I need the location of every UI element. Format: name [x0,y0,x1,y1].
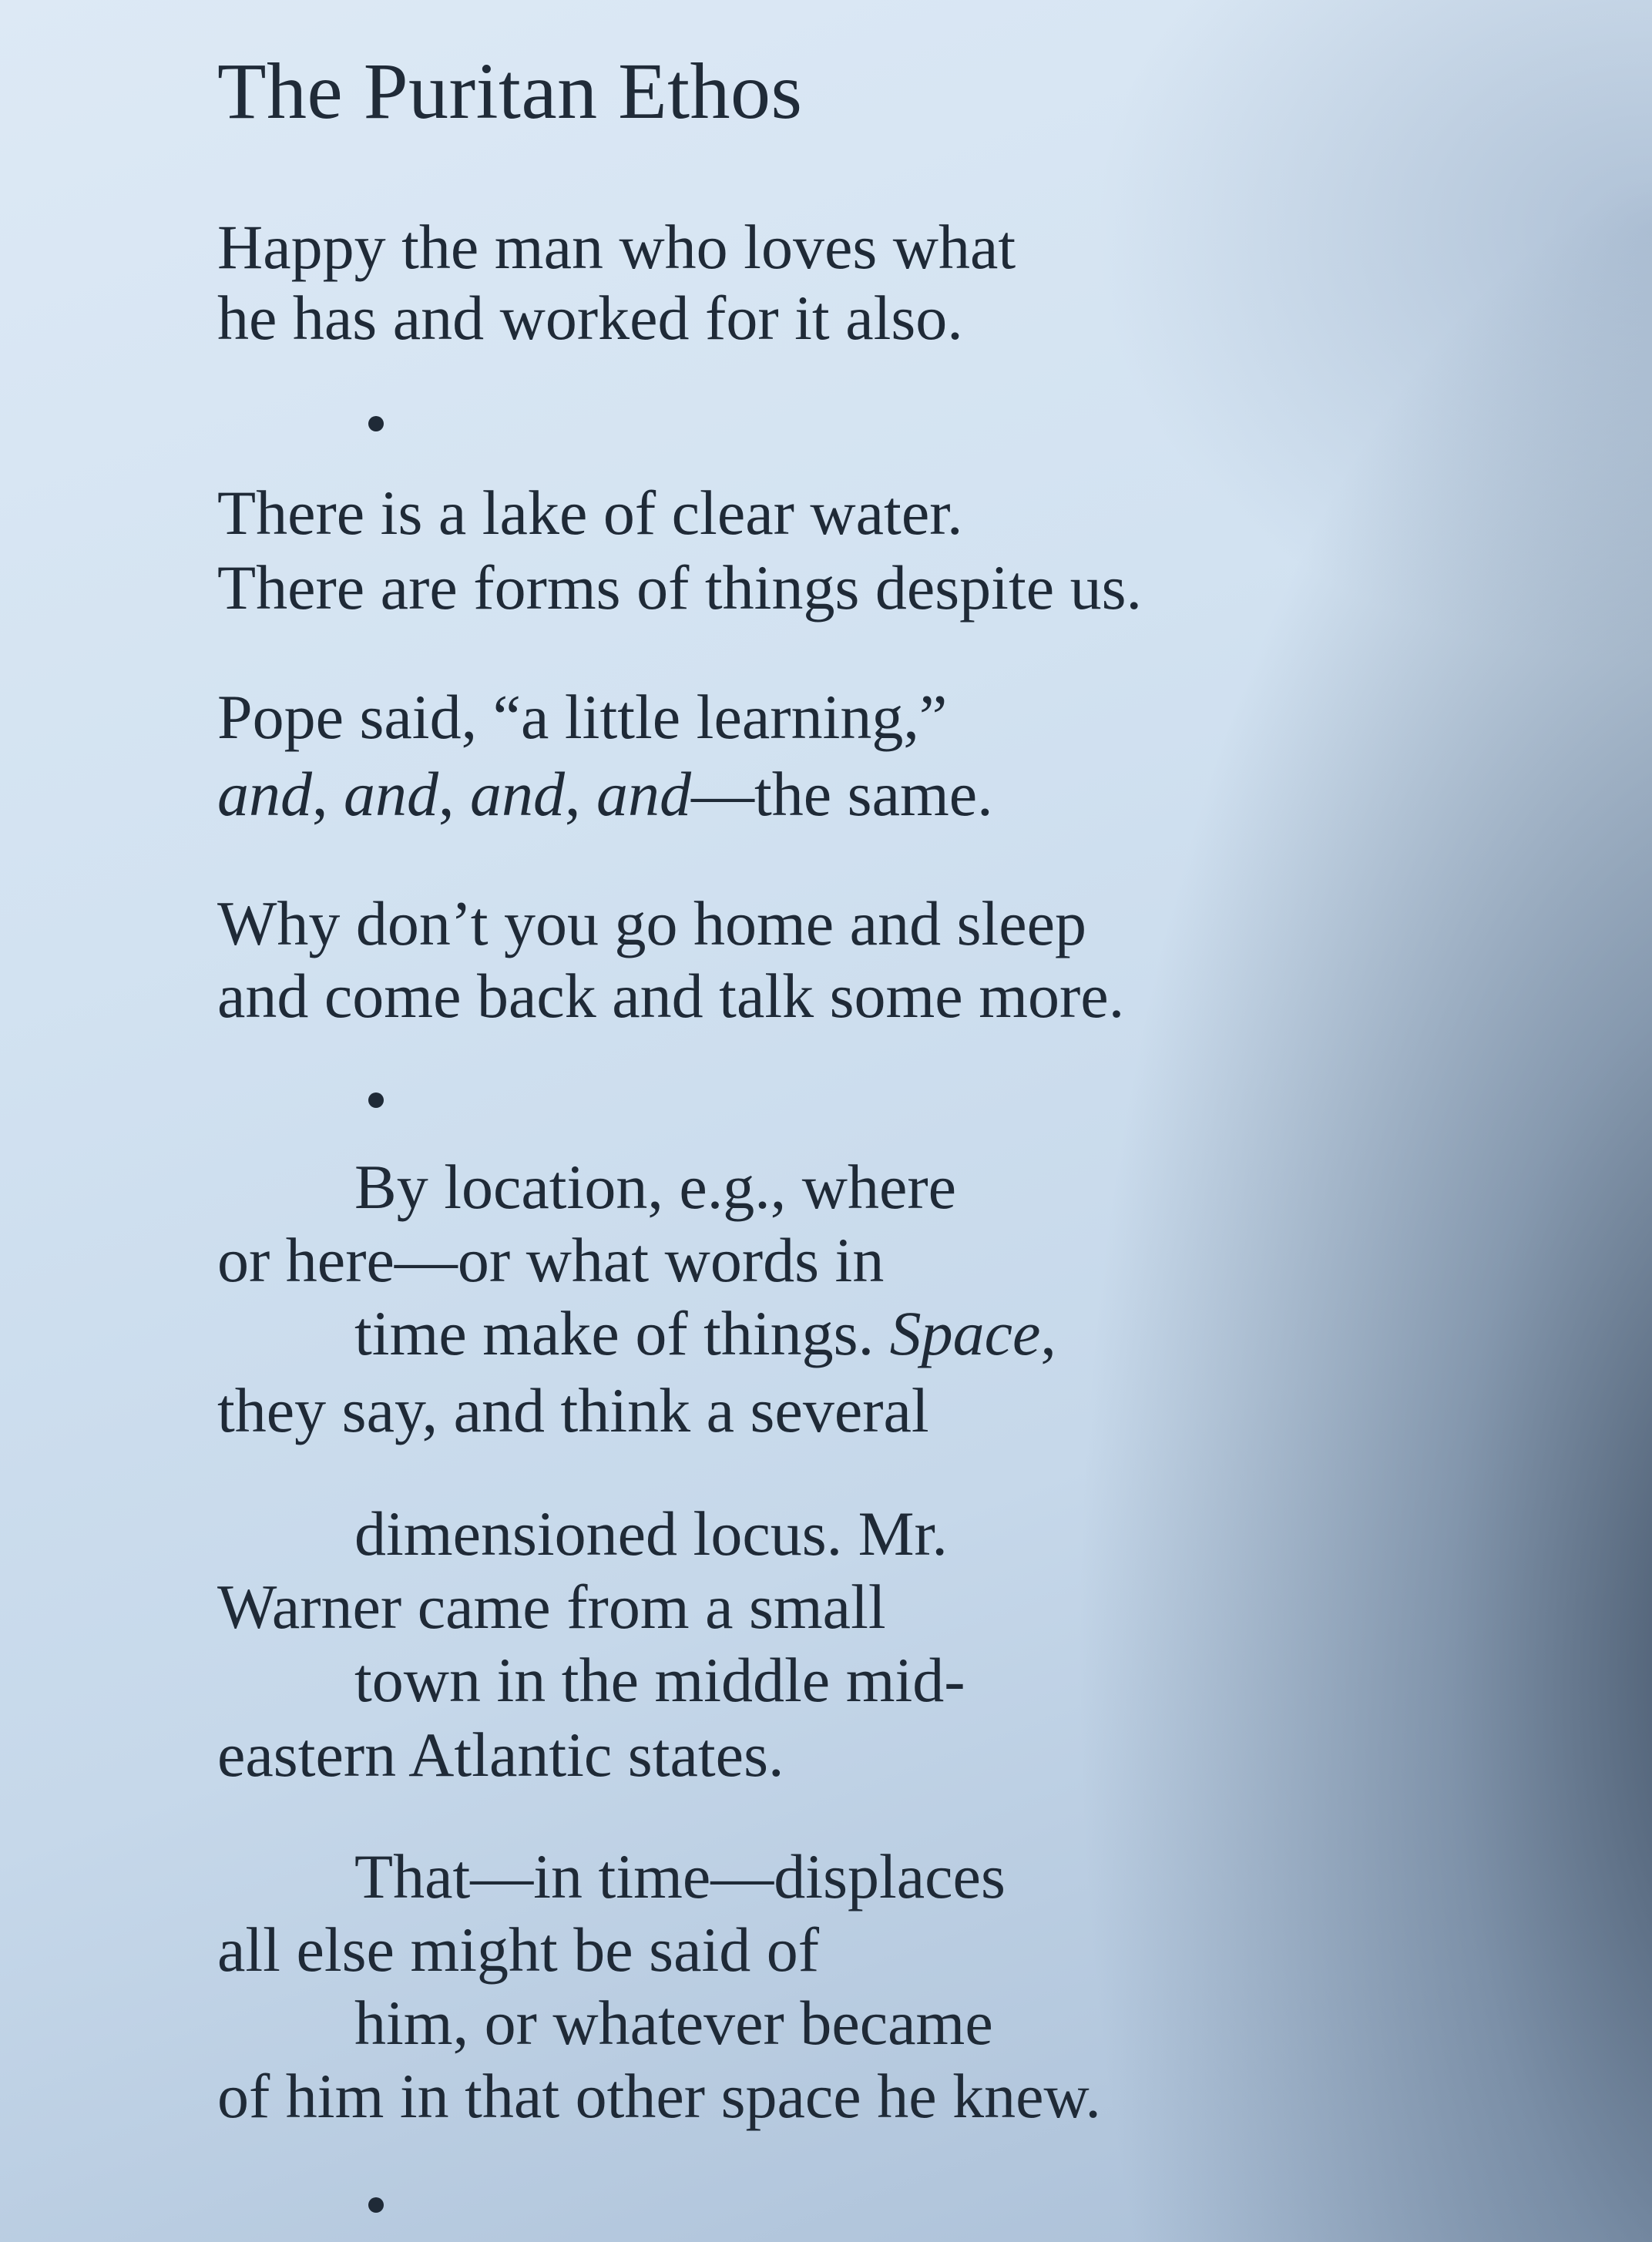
poem-line [354,1298,1056,1368]
poem-line: all else might be said of [217,1915,820,1985]
poem-line: There is a lake of clear water. [217,478,963,548]
poem-title: The Puritan Ethos [217,47,803,136]
italic-word: Space [889,1298,1041,1368]
poem-line: and come back and talk some more. [217,961,1125,1031]
italic-word: and [344,759,438,829]
poem-line: they say, and think a several [217,1375,929,1445]
poem-line: he has and worked for it also. [217,283,963,353]
poem-line: By location, e.g., where [354,1152,957,1222]
poem-line: dimensioned locus. Mr. [354,1499,948,1569]
poem-line: eastern Atlantic states. [217,1720,784,1790]
poem-line: That—in time—displaces [354,1841,1006,1911]
italic-word: and [596,759,691,829]
punctuation: , [1040,1298,1056,1368]
italic-word: and [217,759,312,829]
poem-line: There are forms of things despite us. [217,552,1143,623]
poem-line: Warner came from a small [217,1572,886,1642]
poem-line: or here—or what words in [217,1225,885,1295]
section-divider-bullet [368,2197,384,2213]
line-text: —the same. [691,759,993,829]
poem-line: of him in that other space he knew. [217,2061,1101,2131]
punctuation: , [565,759,596,829]
poem-line [217,759,993,829]
poem-line: him, or whatever became [354,1988,993,2058]
poem-line: Happy the man who loves what [217,212,1016,282]
poem-line: Pope said, “a little learning,” [217,682,948,752]
punctuation: , [438,759,470,829]
line-text: time make of things. [354,1298,890,1368]
italic-word: and [470,759,565,829]
section-divider-bullet [368,416,384,431]
punctuation: , [312,759,344,829]
poem-line: Why don’t you go home and sleep [217,888,1087,958]
section-divider-bullet [368,1092,384,1108]
poem-line: town in the middle mid- [354,1645,965,1715]
